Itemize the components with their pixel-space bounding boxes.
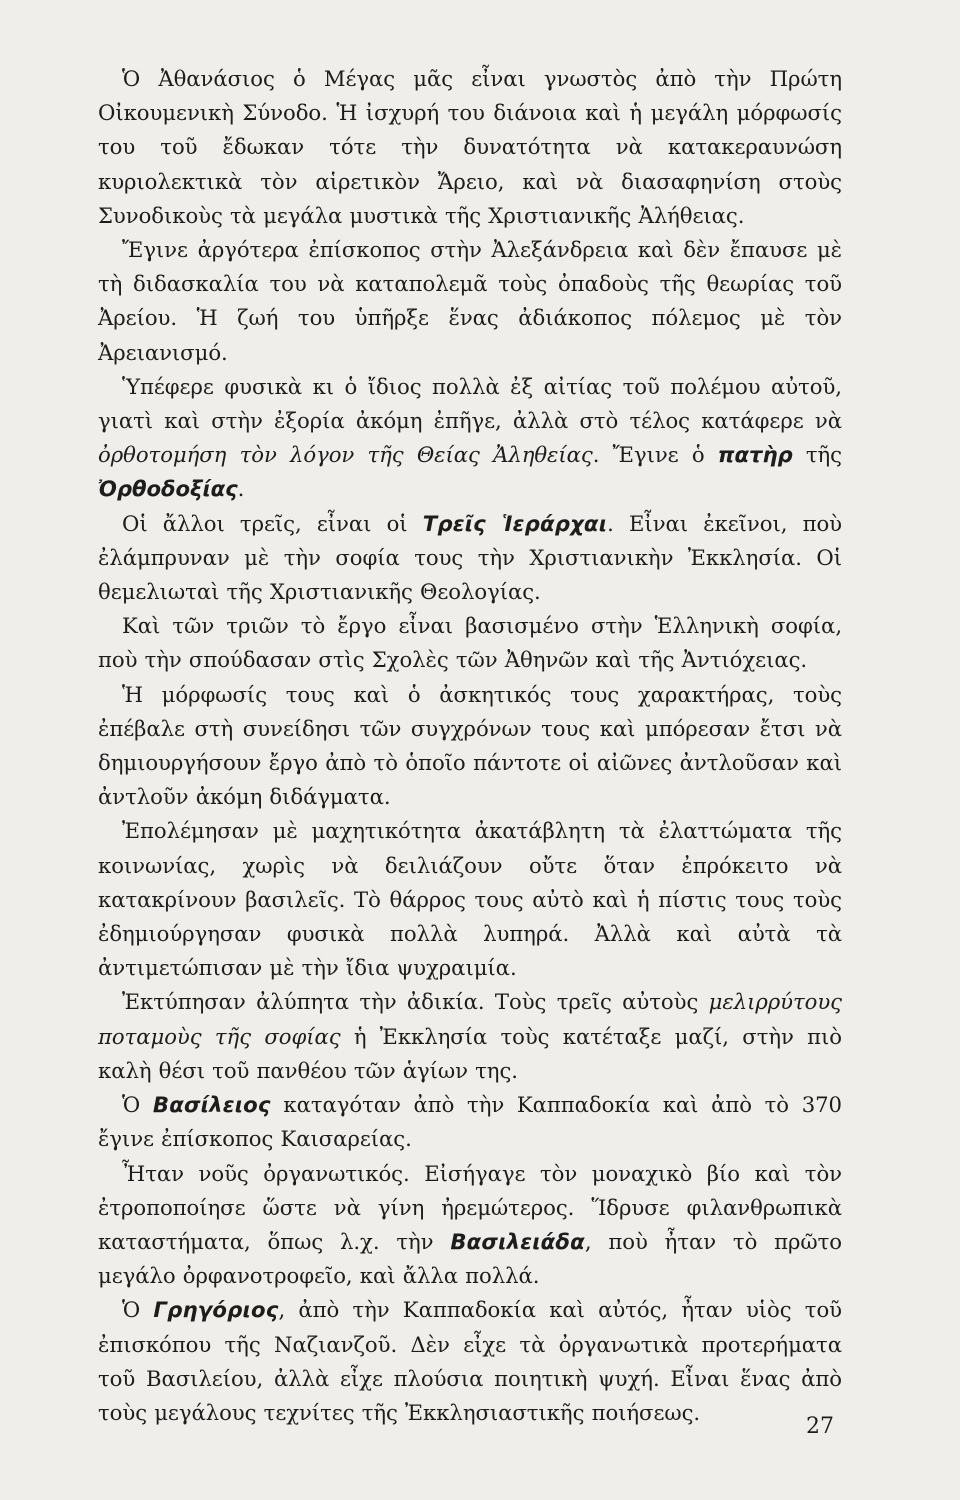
paragraph-education-character: Ἡ μόρφωσίς τους καὶ ὁ ἀσκητικός τους χαρακτήρας, τοὺς ἐπέβαλε στὴ συνείδησι τῶν συγχρόνων τους καὶ μπόρεσαν ἔτσι νὰ δημιουργήσουν ἔργο ἀπὸ τὸ ὁποῖο πάντοτε οἱ αἰῶνες ἀντλοῦσαν καὶ ἀντλοῦν ἀκόμη διδάγματα. <box>98 681 842 810</box>
text-run: . Ἔγινε ὁ <box>592 442 718 468</box>
text-run: ἡ Ἐκκλησία τοὺς κατέταξε μαζί, στὴν πιὸ καλὴ θέσι τοῦ πανθέου τῶν ἁγίων της. <box>98 1023 842 1083</box>
emphasis-pater: πατὴρ <box>717 442 793 468</box>
text-run: Ὁ <box>122 1092 153 1118</box>
paragraph-three-hierarchs <box>98 507 842 610</box>
paragraph-basil-organizer <box>98 1157 842 1294</box>
paragraph-gregory <box>98 1293 842 1430</box>
page-body-text <box>98 62 842 1430</box>
text-run: . <box>237 476 245 502</box>
emphasis-vasileiada: Βασιλειάδα <box>450 1228 585 1254</box>
paragraph-athanasius-bishop: Ἔγινε ἀργότερα ἐπίσκοπος στὴν Ἀλεξάνδρεια καὶ δὲν ἔπαυσε μὲ τὴ διδασκαλία του νὰ καταπολεμᾶ τοὺς ὀπαδοὺς τῆς θεωρίας τοῦ Ἀρείου. Ἡ ζωή του ὑπῆρξε ἕνας ἀδιάκοπος πόλεμος μὲ τὸν Ἀρειανισμό. <box>98 237 842 365</box>
paragraph-athanasius-exile <box>98 370 842 507</box>
emphasis-orthodoxia: Ὀρθοδοξίας <box>98 476 238 502</box>
emphasis-vasileios: Βασίλειος <box>152 1092 271 1118</box>
text-run: , ποὺ ἦταν τὸ πρῶτο μεγάλο ὀρφανοτροφεῖο, καὶ ἄλλα πολλά. <box>98 1228 842 1289</box>
text-run: Οἱ ἄλλοι τρεῖς, εἶναι οἱ <box>122 510 423 536</box>
emphasis-grigorios: Γρηγόριος <box>153 1297 279 1323</box>
emphasis-treis-ierarchai: Τρεῖς Ἱεράρχαι <box>422 510 608 536</box>
text-run: Ὑπέφερε φυσικὰ κι ὁ ἴδιος πολλὰ ἐξ αἰτίας τοῦ πολέμου αὐτοῦ, γιατὶ καὶ στὴν ἐξορία ἀκόμη ἐπῆγε, ἀλλὰ στὸ τέλος κατάφερε νὰ <box>98 373 842 434</box>
text-run: καταγόταν ἀπὸ τὴν Καππαδοκία καὶ ἀπὸ τὸ 370 ἔγινε ἐπίσκοπος Καισαρείας. <box>98 1092 842 1152</box>
text-run: Ἐκτύπησαν ἀλύπητα τὴν ἀδικία. Τοὺς τρεῖς αὐτοὺς <box>122 989 709 1015</box>
text-run: Ὁ <box>122 1297 154 1323</box>
text-run: , ἀπὸ τὴν Καππαδοκία καὶ αὐτός, ἦταν υἱὸς τοῦ ἐπισκόπου τῆς Ναζιανζοῦ. Δὲν εἶχε τὰ ὀργανωτικὰ προτερήματα τοῦ Βασιλείου, ἀλλὰ εἶχε πλούσια ποιητικὴ ψυχή. Εἶναι ἕνας ἀπὸ τοὺς μεγάλους τεχνίτες τῆς Ἐκκλησιαστικῆς ποιήσεως. <box>98 1297 842 1425</box>
paragraph-athanasius-intro: Ὁ Ἀθανάσιος ὁ Μέγας μᾶς εἶναι γνωστὸς ἀπὸ τὴν Πρώτη Οἰκουμενικὴ Σύνοδο. Ἡ ἰσχυρή του διάνοια καὶ ἡ μεγάλη μόρφωσίς του τοῦ ἔδωκαν τότε τὴν δυνατότητα νὰ κατακεραυνώση κυριολεκτικὰ τὸν αἱρετικὸν Ἄρειο, καὶ νὰ διασαφηνίση στοὺς Συνοδικοὺς τὰ μεγάλα μυστικὰ τῆς Χριστιανικῆς Ἀλήθειας. <box>98 66 842 228</box>
paragraph-rivers-of-wisdom <box>98 985 842 1088</box>
paragraph-basil-origin <box>98 1088 842 1156</box>
paragraph-fought-vices: Ἐπολέμησαν μὲ μαχητικότητα ἀκατάβλητη τὰ ἐλαττώματα τῆς κοινωνίας, χωρὶς νὰ δειλιάζουν οὔτε ὅταν ἐπρόκειτο νὰ κατακρίνουν βασιλεῖς. Τὸ θάρρος τους αὐτὸ καὶ ἡ πίστις τους τοὺς ἐδημιούργησαν φυσικὰ πολλὰ λυπηρά. Ἀλλὰ καὶ αὐτὰ τὰ ἀντιμετώπισαν μὲ τὴν ἴδια ψυχραιμία. <box>98 818 842 981</box>
text-run: Ἦταν νοῦς ὀργανωτικός. Εἰσήγαγε τὸν μοναχικὸ βίο καὶ τὸν ἐτροποποίησε ὥστε νὰ γίνη ἠρεμώτερος. Ἵδρυσε φιλανθρωπικὰ καταστήματα, ὅπως λ.χ. τὴν <box>98 1160 842 1254</box>
page-number: 27 <box>806 1414 834 1439</box>
paragraph-greek-wisdom: Καὶ τῶν τριῶν τὸ ἔργο εἶναι βασισμένο στὴν Ἑλληνικὴ σοφία, ποὺ τὴν σπούδασαν στὶς Σχολὲς τῶν Ἀθηνῶν καὶ τῆς Ἀντιόχειας. <box>98 613 842 673</box>
emphasis-orthotomise: ὀρθοτομήση τὸν λόγον τῆς Θείας Ἀληθείας <box>98 442 593 468</box>
text-run: τῆς <box>792 442 842 468</box>
emphasis-melirrytous: μελιρρύτους ποταμοὺς τῆς σοφίας <box>98 989 842 1049</box>
text-run: . Εἶναι ἐκεῖνοι, ποὺ ἐλάμπρυναν μὲ τὴν σοφία τους τὴν Χριστιανικὴν Ἐκκλησία. Οἱ θεμελιωταὶ τῆς Χριστιανικῆς Θεολογίας. <box>98 510 842 605</box>
